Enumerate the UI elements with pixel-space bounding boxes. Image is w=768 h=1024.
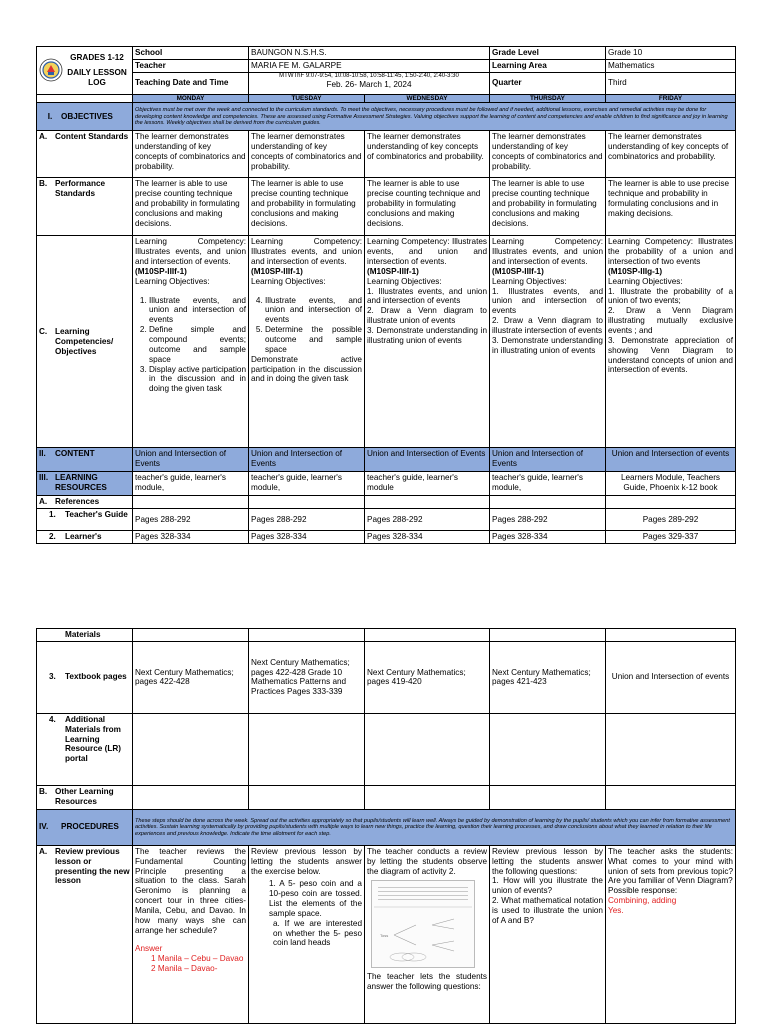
resources-tue: teacher's guide, learner's module, <box>249 472 365 496</box>
tg-num: 1. <box>49 510 56 520</box>
competency-statement: Learning Competency: Illustrates events, and union and intersection of events. <box>135 237 246 267</box>
competency-code: (M10SP-IIIf-1) <box>492 266 544 276</box>
content-standards-label: Content Standards <box>55 132 129 142</box>
mon-objective-1: 1. Illustrate events, and union and intersection of events <box>149 296 246 326</box>
other-num: B. <box>39 786 48 796</box>
quarter-value: Third <box>606 72 736 94</box>
resources-mon: teacher's guide, learner's module, <box>133 472 249 496</box>
school-value: BAUNGON N.S.H.S. <box>249 47 490 60</box>
dates-text: Feb. 26- March 1, 2024 <box>326 79 412 89</box>
content-standards-num: A. <box>39 132 48 142</box>
day-thursday: THURSDAY <box>490 94 606 103</box>
lm-num: 2. <box>49 532 56 542</box>
deped-seal-icon <box>39 58 63 82</box>
additional-num: 4. <box>49 714 56 724</box>
day-wednesday: WEDNESDAY <box>365 94 490 103</box>
review-thu <box>490 845 606 1023</box>
objectives-heading: Learning Objectives: <box>135 276 210 286</box>
lm-label: Learner's <box>65 532 102 542</box>
wed-competency-statement: Learning Competency: Illustrates events, and union and intersection of events. <box>367 237 487 267</box>
content-standards-tue: The learner demonstrates understanding of key concepts of combinatorics and probability. <box>249 131 365 178</box>
competencies-label: Learning Competencies/ Objectives <box>55 327 114 356</box>
content-standards-thu: The learner demonstrates understanding of key concepts of combinatorics and probability. <box>490 131 606 178</box>
thu-objective-3: 3. Demonstrate understanding in illustrating union of events <box>492 335 603 355</box>
procedures-label-cell <box>37 809 133 845</box>
teacher-label: Teacher <box>133 59 249 72</box>
wed-competency-code: (M10SP-IIIf-1) <box>367 266 419 276</box>
lm-label-cont: Materials <box>37 629 133 642</box>
competencies-thu <box>490 236 606 448</box>
grades-label: GRADES 1-12 <box>70 53 124 63</box>
competencies-label-cell <box>37 236 133 448</box>
review-thu-q2: 2. What mathematical notation is used to illustrate the union of A and B? <box>492 896 603 925</box>
schedule-text: MTWThF 9:07-9:54, 10:08-10:58, 10:58-11:45, 1:50-2:40, 2:40-3:30 <box>279 72 459 79</box>
wed-objective-2: 2. Draw a Venn diagram to illustrate union of events <box>367 306 487 326</box>
school-label: School <box>133 47 249 60</box>
fri-competency-code: (M10SP-IIIg-1) <box>608 266 663 276</box>
performance-standards-num: B. <box>39 179 48 189</box>
review-wed-after: The teacher lets the students answer the following questions: <box>367 972 487 992</box>
review-tue <box>249 845 365 1023</box>
answer-2: 2 Manila – Davao- <box>151 964 218 974</box>
svg-text:Toss: Toss <box>380 933 389 939</box>
response-1: Combining, adding <box>608 896 677 906</box>
competencies-num: C. <box>39 327 48 337</box>
tg-fri: Pages 289-292 <box>606 509 736 531</box>
review-label-cell <box>37 845 133 1023</box>
textbook-fri: Union and Intersection of events <box>606 641 736 713</box>
textbook-num: 3. <box>49 672 56 682</box>
textbook-mon: Next Century Mathematics; pages 422-428 <box>133 641 249 713</box>
review-num: A. <box>39 846 48 856</box>
objectives-label-cell <box>37 103 133 131</box>
objectives-heading: Learning Objectives: <box>492 276 567 286</box>
performance-standards-fri: The learner is able to use precise technique and probability in formulating conclusions and in making decisions. <box>606 178 736 236</box>
references-label-cell <box>37 496 133 509</box>
content-fri: Union and Intersection of events <box>606 448 736 472</box>
content-wed: Union and Intersection of Events <box>365 448 490 472</box>
lm-tue: Pages 328-334 <box>249 531 365 544</box>
review-tue-item: 1. A 5- peso coin and a 10-peso coin are tossed. List the elements of the sample space. <box>269 879 362 918</box>
wed-objective-3: 3. Demonstrate understanding in illustrating union of events <box>367 325 487 345</box>
review-mon <box>133 845 249 1023</box>
possible-response-label: Possible response: <box>608 886 678 896</box>
textbook-label-cell <box>37 641 133 713</box>
review-thu-q1: 1. How will you illustrate the union of events? <box>492 876 603 896</box>
resources-wed: teacher's guide, learner's module <box>365 472 490 496</box>
performance-standards-mon: The learner is able to use precise counting technique and probability in formulating conclusions and making decisions. <box>133 178 249 236</box>
other-label: Other Learning Resources <box>55 786 114 806</box>
additional-label-cell <box>37 713 133 785</box>
procedures-note: These steps should be done across the week. Spread out the activities appropriately so that pupils/students will learn well. Always be guided by demonstration of learning by the pupils/ students which you can infer from formative assessment activities. Sustain learning systematically by providing pupils/students with multiple ways to learn new things, practice the learning, question their learning processes, and draw conclusions about what they learned in relation to their life experiences and previous knowledge. Indicate the time allotment for each step. <box>133 809 736 845</box>
day-tuesday: TUESDAY <box>249 94 365 103</box>
competency-statement: Learning Competency: Illustrates events, and union and intersection of events. <box>492 237 603 267</box>
content-standards-wed: The learner demonstrates understanding of key concepts of combinatorics and probability. <box>365 131 490 178</box>
content-label: CONTENT <box>55 449 95 459</box>
tg-mon: Pages 288-292 <box>133 509 249 531</box>
content-standards-fri: The learner demonstrates understanding of key concepts of combinatorics and probability. <box>606 131 736 178</box>
textbook-wed: Next Century Mathematics; pages 419-420 <box>365 641 490 713</box>
procedures-label: PROCEDURES <box>61 822 119 832</box>
lesson-log-page-2 <box>36 628 735 1024</box>
review-label: Review previous lesson or presenting the new lesson <box>55 846 130 886</box>
tue-objective-extra: Demonstrate active participation in the discussion and in doing the given task <box>251 354 362 384</box>
tg-label: Teacher's Guide <box>65 510 128 520</box>
thu-objective-2: 2. Draw a Venn diagram to illustrate intersection of events <box>492 316 603 335</box>
review-fri-text: The teacher asks the students: What comes to your mind with union of sets from previous topic? Are you familiar of Venn Diagram? <box>608 846 733 886</box>
quarter-label: Quarter <box>490 72 606 94</box>
lesson-log-page-1 <box>36 46 735 544</box>
grade-level-value: Grade 10 <box>606 47 736 60</box>
lm-label-cell <box>37 531 133 544</box>
fri-objective-2: 2. Draw a Venn Diagram illustrating mutually exclusive events ; and <box>608 306 733 335</box>
performance-standards-label-cell <box>37 178 133 236</box>
competencies-mon <box>133 236 249 448</box>
mon-objective-2: 2. Define simple and compound events; outcome and sample space <box>149 325 246 364</box>
objectives-heading: Learning Objectives: <box>251 276 326 286</box>
resources-thu: teacher's guide, learner's module, <box>490 472 606 496</box>
response-2: Yes. <box>608 905 624 915</box>
dll-table-top <box>36 46 736 544</box>
answer-1: 1 Manila – Cebu – Davao <box>151 954 244 964</box>
competencies-fri <box>606 236 736 448</box>
content-standards-label-cell <box>37 131 133 178</box>
competencies-tue <box>249 236 365 448</box>
learning-area-value: Mathematics <box>606 59 736 72</box>
objectives-label: OBJECTIVES <box>61 111 113 121</box>
header-title-cell <box>37 47 133 95</box>
textbook-thu: Next Century Mathematics; pages 421-423 <box>490 641 606 713</box>
learning-area-label: Learning Area <box>490 59 606 72</box>
performance-standards-tue: The learner is able to use precise counting technique and probability in formulating conclusions and making decisions. <box>249 178 365 236</box>
review-mon-text: The teacher reviews the Fundamental Counting Principle presenting a situation to the class. Sarah Geronimo is planning a concert tour in three cities-Manila, Cebu, and Davao. In how many ways she can arrange her schedule? <box>135 846 246 935</box>
competencies-wed <box>365 236 490 448</box>
lm-mon: Pages 328-334 <box>133 531 249 544</box>
content-num: II. <box>39 449 46 459</box>
tg-label-cell <box>37 509 133 531</box>
additional-label: Additional Materials from Learning Resource (LR) portal <box>65 714 121 764</box>
lm-fri: Pages 329-337 <box>606 531 736 544</box>
review-wed <box>365 845 490 1023</box>
blank-day-cell <box>37 94 133 103</box>
review-tue-sub: a. If we are interested on whether the 5- peso coin land heads <box>273 918 362 948</box>
content-thu: Union and Intersection of Events <box>490 448 606 472</box>
review-thu-text: Review previous lesson by letting the students answer the following questions: <box>492 846 603 876</box>
lm-wed: Pages 328-334 <box>365 531 490 544</box>
performance-standards-wed: The learner is able to use precise counting technique and probability in formulating conclusions and making decisions. <box>365 178 490 236</box>
content-tue: Union and Intersection of Events <box>249 448 365 472</box>
competency-code: (M10SP-IIIf-1) <box>135 266 187 276</box>
lm-thu: Pages 328-334 <box>490 531 606 544</box>
objectives-heading: Learning Objectives: <box>608 276 683 286</box>
tue-objective-5: 5. Determine the possible outcome and sample space <box>265 325 362 355</box>
competency-statement: Learning Competency: Illustrates events, and union and intersection of events. <box>251 237 362 267</box>
performance-standards-label: Performance Standards <box>55 179 106 199</box>
day-friday: FRIDAY <box>606 94 736 103</box>
resources-label-cell <box>37 472 133 496</box>
review-wed-intro: The teacher conducts a review by letting the students observe the diagram of activity 2. <box>367 846 487 876</box>
resources-num: III. <box>39 473 49 483</box>
activity-diagram-image <box>371 880 475 968</box>
textbook-label: Textbook pages <box>65 672 127 682</box>
tg-tue: Pages 288-292 <box>249 509 365 531</box>
fri-competency-statement: Learning Competency: Illustrates the probability of a union and intersection of two events <box>608 237 733 267</box>
content-standards-mon: The learner demonstrates understanding of key concepts of combinatorics and probability. <box>133 131 249 178</box>
content-mon: Union and Intersection of Events <box>133 448 249 472</box>
review-tue-intro: Review previous lesson by letting the students answer the exercise below. <box>251 846 362 876</box>
tree-diagram-icon <box>372 905 474 965</box>
grade-level-label: Grade Level <box>490 47 606 60</box>
mon-objective-3: 3. Display active participation in the discussion and in doing the given task <box>149 365 246 395</box>
fri-objective-1: 1. Illustrate the probability of a union of two events; <box>608 286 733 306</box>
objectives-num: I. <box>47 111 53 121</box>
competency-code: (M10SP-IIIf-1) <box>251 266 303 276</box>
thu-objective-1: 1. Illustrates events, and union and intersection of events <box>492 286 603 316</box>
content-label-cell <box>37 448 133 472</box>
answer-label: Answer <box>135 944 163 954</box>
procedures-num: IV. <box>39 822 49 832</box>
review-fri <box>606 845 736 1023</box>
other-resources-label-cell <box>37 785 133 809</box>
objectives-heading: Learning Objectives: <box>367 276 442 286</box>
tg-thu: Pages 288-292 <box>490 509 606 531</box>
tue-objective-4: 4. Illustrate events, and union and intersection of events <box>265 296 362 326</box>
date-time-value <box>249 72 490 94</box>
teacher-value: MARIA FE M. GALARPE <box>249 59 490 72</box>
date-label: Teaching Date and Time <box>133 72 249 94</box>
references-label: References <box>55 497 100 507</box>
references-num: A. <box>39 497 48 507</box>
resources-fri: Learners Module, Teachers Guide, Phoenix k-12 book <box>606 472 736 496</box>
objectives-note: Objectives must be met over the week and connected to the curriculum standards. To meet the objectives, necessary procedures must be followed and if needed, additional lessons, exercises and remedial activities may be done for developing content knowledge and competencies. These are assessed using Formative Assessment Strategies. Valuing objectives support the learning of content and competencies and enable children to find significance and joy in learning the lessons. Weekly objectives shall be derived from the curriculum guides. <box>133 103 736 131</box>
dll-table-bottom <box>36 628 736 1024</box>
resources-label: LEARNING RESOURCES <box>55 473 107 493</box>
fri-objective-3: 3. Demonstrate appreciation of showing Venn Diagram to understand concepts of union and intersection of events. <box>608 335 733 375</box>
day-monday: MONDAY <box>133 94 249 103</box>
tg-wed: Pages 288-292 <box>365 509 490 531</box>
performance-standards-thu: The learner is able to use precise counting technique and probability in formulating conclusions and making decisions. <box>490 178 606 236</box>
wed-objective-1: 1. Illustrates events, and union and intersection of events <box>367 286 487 306</box>
log-title: DAILY LESSON LOG <box>67 67 127 87</box>
textbook-tue: Next Century Mathematics; pages 422-428 Grade 10 Mathematics Patterns and Practices Pages 333-339 <box>249 641 365 713</box>
